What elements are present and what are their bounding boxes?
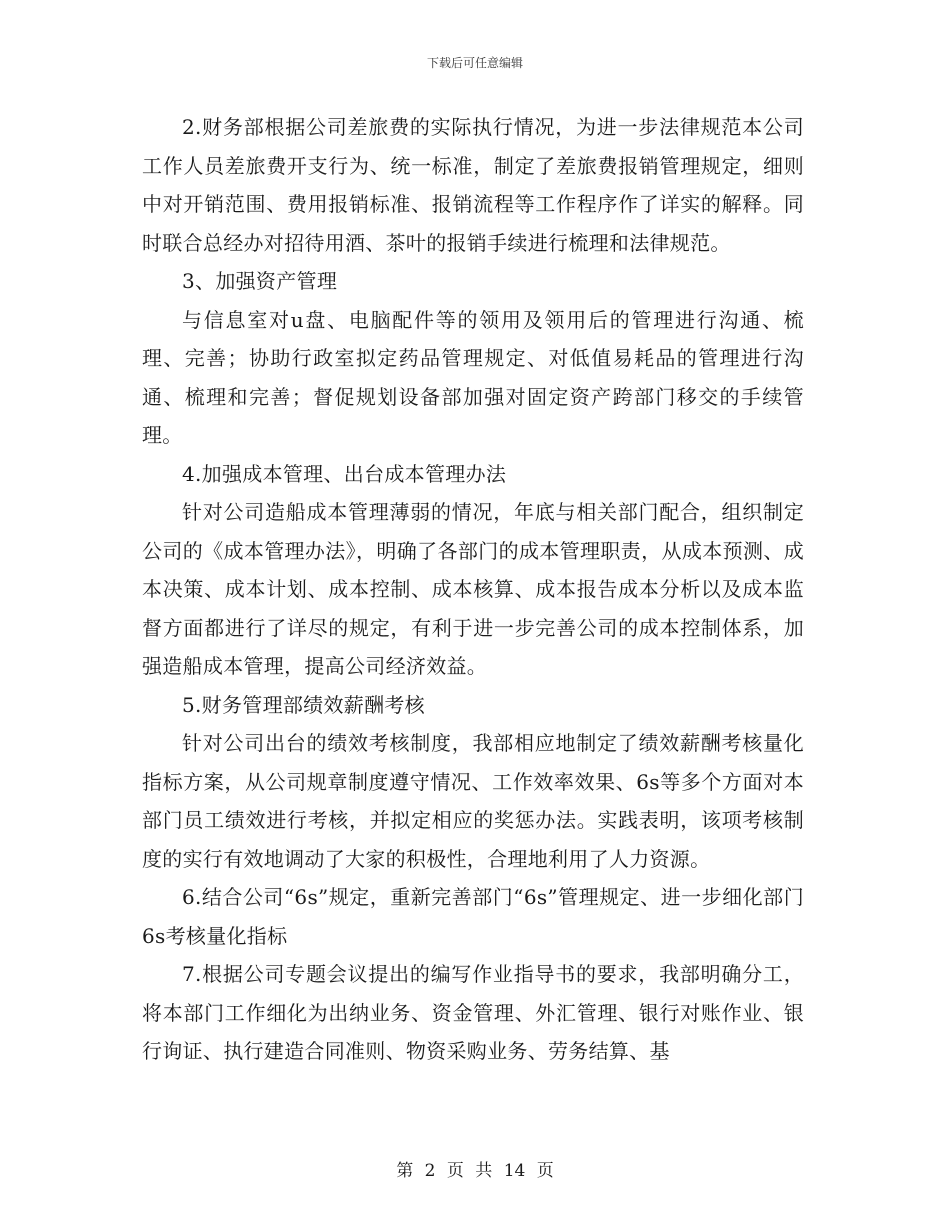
page-header: 下载后可任意编辑 — [426, 56, 523, 70]
heading-4-cost-management: 4.加强成本管理、出台成本管理办法 — [182, 461, 507, 486]
paragraph-asset-management: 与信息室对u盘、电脑配件等的领用及领用后的管理进行沟通、梳理、完善；协助行政室拟定药品管理规定、对低值易耗品的管理进行沟通、梳理和完善；督促规划设备部加强对固定资产跨部门移交的手续管理。 — [142, 307, 804, 447]
paragraph-performance-pay: 针对公司出台的绩效考核制度，我部相应地制定了绩效薪酬考核量化指标方案，从公司规章制度遵守情况、工作效率效果、6s等多个方面对本部门员工绩效进行考核，并拟定相应的奖惩办法。实践表明，该项考核制度的实行有效地调动了大家的积极性，合理地利用了人力资源。 — [142, 731, 804, 871]
paragraph-cost-management: 针对公司造船成本管理薄弱的情况，年底与相关部门配合，组织制定公司的《成本管理办法》，明确了各部门的成本管理职责，从成本预测、成本决策、成本计划、成本控制、成本核算、成本报告成本分析以及成本监督方面都进行了详尽的规定，有利于进一步完善公司的成本控制体系，加强造船成本管理，提高公司经济效益。 — [142, 500, 804, 678]
heading-5-performance-pay: 5.财务管理部绩效薪酬考核 — [182, 692, 425, 717]
document-body — [142, 108, 804, 1071]
paragraph-6-6s-rules: 6.结合公司“6s”规定，重新完善部门“6s”管理规定、进一步细化部门6s考核量化指标 — [142, 885, 804, 948]
page-number: 第 2 页 共 14 页 — [396, 1161, 554, 1181]
heading-3-asset-management: 3、加强资产管理 — [182, 269, 338, 293]
paragraph-7-work-instructions: 7.根据公司专题会议提出的编写作业指导书的要求，我部明确分工，将本部门工作细化为出纳业务、资金管理、外汇管理、银行对账作业、银行询证、执行建造合同准则、物资采购业务、劳务结算、基 — [142, 962, 804, 1063]
paragraph-2-travel-expense: 2.财务部根据公司差旅费的实际执行情况，为进一步法律规范本公司工作人员差旅费开支行为、统一标准，制定了差旅费报销管理规定，细则中对开销范围、费用报销标准、报销流程等工作程序作了详实的解释。同时联合总经办对招待用酒、茶叶的报销手续进行梳理和法律规范。 — [142, 115, 804, 255]
